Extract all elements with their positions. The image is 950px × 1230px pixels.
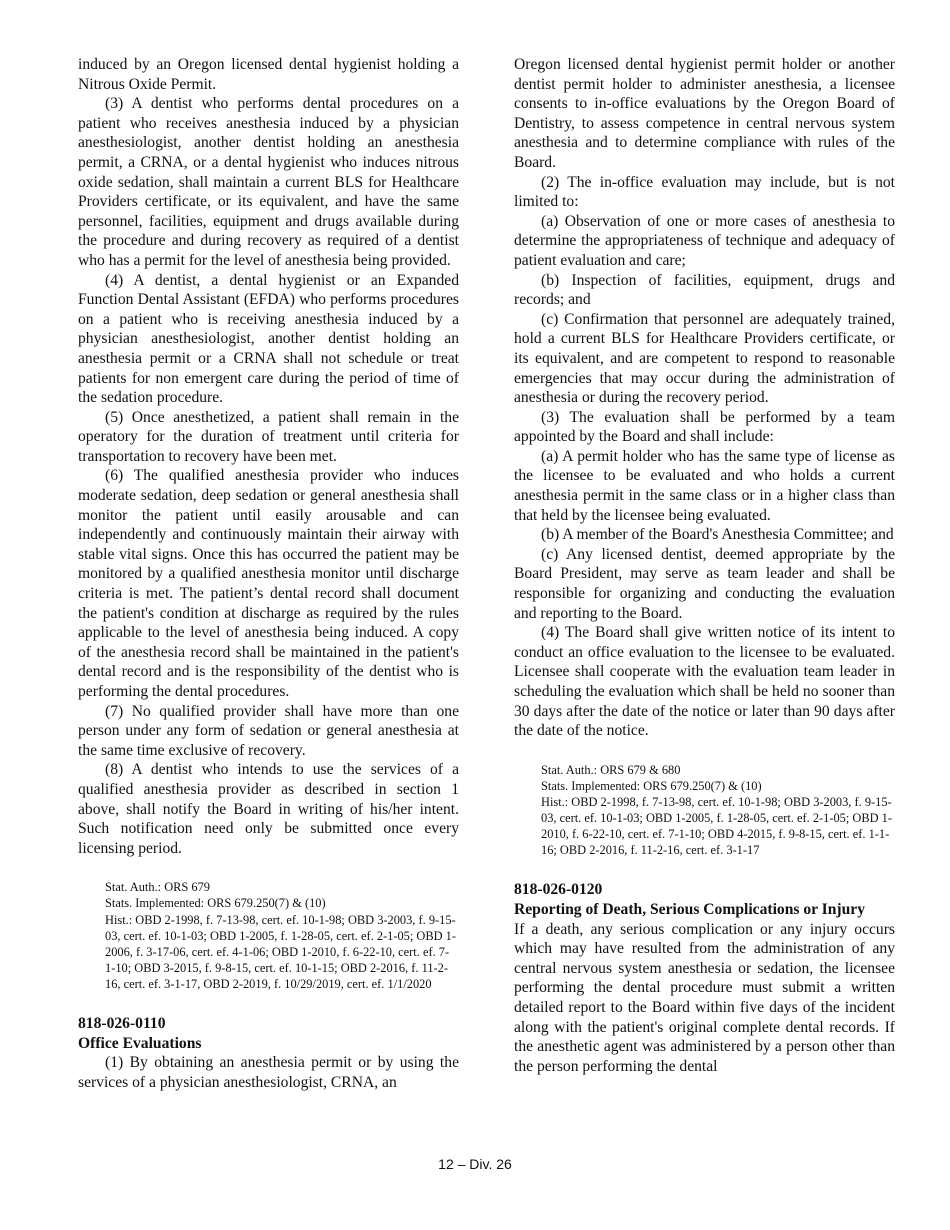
history: Hist.: OBD 2-1998, f. 7-13-98, cert. ef. 10-1-98; OBD 3-2003, f. 9-15-03, cert. ef. 10-1-03; OBD 1-2005, f. 1-28-05, cert. ef. 2-1-05; OBD 1-2006, f. 3-17-06, cert. ef. 4-1-06; OBD 1-2010, f. 6-22-10, cert. ef. 7-1-10; OBD 3-2015, f. 9-8-15, cert. ef. 10-1-15; OBD 2-2016, f. 11-2-16, cert. ef. 3-1-17, OBD 2-2019, f. 10/29/2019, cert. ef. 1/1/2020 <box>105 912 456 991</box>
paragraph-4: (4) The Board shall give written notice of its intent to conduct an office evaluation to the licensee to be evaluated. Licensee shall cooperate with the evaluation team leader in scheduling the evaluation which shall be held no sooner than 30 days after the date of the notice or later than 90 days after the date of the notice. <box>514 624 895 740</box>
paragraph-3: (3) A dentist who performs dental procedures on a patient who receives anesthesia induced by a physician anesthesiologist, another dentist holding an anesthesia permit, a CRNA, or a dental hygienist who induces nitrous oxide sedation, shall maintain a current BLS for Healthcare Providers certificate, or its equivalent, and have the same personnel, facilities, equipment and drugs available during the procedure and during recovery as required of a dentist who has a permit for the level of anesthesia being provided. <box>78 95 459 269</box>
paragraph-reporting: If a death, any serious complication or any injury occurs which may have resulted from the administration of any central nervous system anesthesia or sedation, the licensee performing the dental procedure must submit a written detailed report to the Board within five days of the incident along with the patient's original complete dental records. If the anesthetic agent was administered by a person other than the person performing the dental <box>514 920 895 1075</box>
paragraph-2c: (c) Confirmation that personnel are adequately trained, hold a current BLS for Healthcare Providers certificate, or its equivalent, and are competent to respond to reasonable emergencies that may occur during the administration of anesthesia or during the recovery period. <box>514 310 895 407</box>
paragraph-3: (3) The evaluation shall be performed by a team appointed by the Board and shall include: <box>514 408 895 446</box>
rule-title: Reporting of Death, Serious Complications or Injury <box>514 900 866 918</box>
paragraph-continuation: Oregon licensed dental hygienist permit holder or another dentist permit holder to administer anesthesia, a licensee consents to in-office evaluations by the Oregon Board of Dentistry, to assess competence in central nervous system anesthesia and to determine compliance with rules of the Board. <box>514 56 895 171</box>
page-footer: 12 – Div. 26 <box>438 1156 512 1172</box>
paragraph-5: (5) Once anesthetized, a patient shall remain in the operatory for the duration of treatment until criteria for transportation to recovery have been met. <box>78 408 459 465</box>
rule-number: 818-026-0110 <box>78 1015 166 1032</box>
stats-implemented: Stats. Implemented: ORS 679.250(7) & (10) <box>541 778 762 793</box>
paragraph-2a: (a) Observation of one or more cases of anesthesia to determine the appropriateness of technique and adequacy of patient evaluation and care; <box>514 212 895 269</box>
paragraph-2b: (b) Inspection of facilities, equipment, drugs and records; and <box>514 271 895 309</box>
statutory-authority-block <box>514 762 895 859</box>
stat-auth: Stat. Auth.: ORS 679 & 680 <box>541 762 681 777</box>
rule-number: 818-026-0120 <box>514 881 603 899</box>
rule-title: Office Evaluations <box>78 1034 202 1052</box>
paragraph-2: (2) The in-office evaluation may include, but is not limited to: <box>514 173 895 211</box>
paragraph-3a: (a) A permit holder who has the same type of license as the licensee to be evaluated and who holds a current anesthesia permit in the same class or in a higher class than that held by the licensee being evaluated. <box>514 447 895 524</box>
paragraph-intro-continuation: induced by an Oregon licensed dental hygienist holding a Nitrous Oxide Permit. <box>78 56 459 93</box>
paragraph-8: (8) A dentist who intends to use the services of a qualified anesthesia provider as described in section 1 above, shall notify the Board in writing of his/her intent. Such notification need only be submitted once every licensing period. <box>78 761 459 857</box>
statutory-authority-block <box>78 879 459 992</box>
paragraph-office-eval-1: (1) By obtaining an anesthesia permit or by using the services of a physician anesthesiologist, CRNA, an <box>78 1054 459 1091</box>
paragraph-7: (7) No qualified provider shall have more than one person under any form of sedation or general anesthesia at the same time exclusive of recovery. <box>78 702 459 759</box>
history: Hist.: OBD 2-1998, f. 7-13-98, cert. ef. 10-1-98; OBD 3-2003, f. 9-15-03, cert. ef. 10-1-03; OBD 1-2005, f. 1-28-05, cert. ef. 2-1-05; OBD 1-2010, f. 6-22-10, cert. ef. 7-1-10; OBD 4-2015, f. 9-8-15, cert. ef. 1-1-16; OBD 2-2016, f. 11-2-16, cert. ef. 3-1-17 <box>541 794 892 858</box>
stats-implemented: Stats. Implemented: ORS 679.250(7) & (10) <box>105 896 326 911</box>
paragraph-6: (6) The qualified anesthesia provider who induces moderate sedation, deep sedation or general anesthesia shall monitor the patient until easily arousable and can independently and continuously maintain their airway with stable vital signs. Once this has occurred the patient may be monitored by a qualified anesthesia monitor until discharge criteria is met. The patient’s dental record shall document the patient's condition at discharge as required by the rules applicable to the level of anesthesia being induced. A copy of the anesthesia record shall be maintained in the patient's dental record and is the responsibility of the dentist who is performing the dental procedures. <box>78 467 459 700</box>
left-column <box>78 55 459 1092</box>
paragraph-4: (4) A dentist, a dental hygienist or an Expanded Function Dental Assistant (EFDA) who performs procedures on a patient who is receiving anesthesia induced by a physician anesthesiologist, another dentist holding an anesthesia permit or a CRNA shall not schedule or treat patients for non emergent care during the period of time of the sedation procedure. <box>78 271 459 407</box>
paragraph-3c: (c) Any licensed dentist, deemed appropriate by the Board President, may serve as team leader and shall be responsible for organizing and conducting the evaluation and reporting to the Board. <box>514 545 895 622</box>
right-column <box>514 55 895 1076</box>
paragraph-3b: (b) A member of the Board's Anesthesia Committee; and <box>541 526 894 544</box>
stat-auth: Stat. Auth.: ORS 679 <box>105 880 210 895</box>
